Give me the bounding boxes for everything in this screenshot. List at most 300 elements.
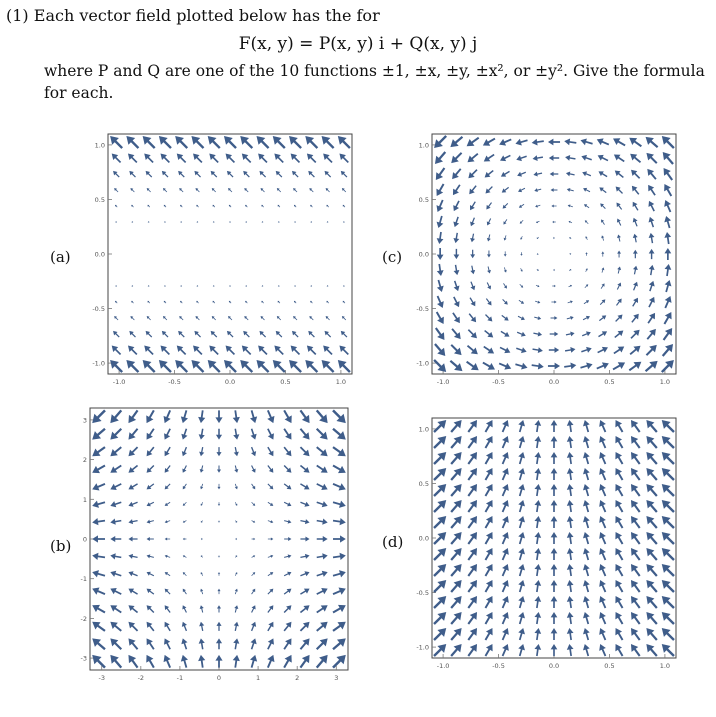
field-arrow [310,301,312,303]
field-arrow [663,328,672,341]
field-arrow [278,301,280,303]
field-arrow [193,154,202,164]
field-arrow [467,596,477,609]
field-arrow [229,301,231,303]
field-arrow [615,596,623,608]
field-arrow [183,572,187,576]
field-arrow [502,612,509,624]
field-arrow [291,154,300,164]
plot-frame [432,134,676,374]
field-arrow [518,516,525,528]
field-arrow [454,265,460,275]
field-arrow [467,564,477,577]
field-arrow [450,628,461,641]
y-tick-label: 1.0 [418,141,429,150]
field-arrow [534,500,541,512]
field-arrow [208,136,221,149]
field-arrow [583,596,590,608]
field-arrow [128,446,138,456]
field-arrow [450,484,461,497]
field-arrow [293,316,297,320]
field-arrow [147,572,155,577]
field-arrow [199,622,204,631]
field-arrow [649,233,655,243]
field-arrow [565,347,575,353]
field-arrow [182,622,187,631]
field-arrow [466,361,479,370]
field-arrow [259,331,266,338]
field-arrow [165,483,171,489]
field-arrow [218,556,220,558]
field-arrow [278,221,280,223]
field-arrow [450,500,461,513]
field-arrow [112,346,121,356]
field-arrow [485,644,493,656]
field-arrow [180,301,182,303]
field-arrow [613,138,626,146]
field-arrow [300,410,310,423]
field-arrow [180,205,182,207]
field-arrow [333,465,346,473]
field-arrow [92,655,106,669]
field-arrow [251,605,256,613]
field-arrow [112,154,121,164]
field-arrow [436,183,444,196]
field-arrow [583,316,590,320]
field-arrow [284,447,292,457]
field-arrow [569,253,571,255]
vector-field-plot-d [404,412,696,684]
field-arrow [599,612,606,624]
y-tick-label: 0.5 [418,195,429,204]
field-arrow [342,188,346,192]
field-arrow [325,171,332,178]
field-arrow [292,331,299,338]
field-arrow [164,638,171,649]
field-arrow [159,360,172,373]
field-arrow [343,285,345,287]
field-arrow [486,298,492,305]
field-arrow [147,537,154,541]
field-arrow [662,468,675,481]
field-arrow [300,519,309,524]
field-arrow [580,362,592,369]
field-arrow [499,363,511,370]
field-arrow [450,516,461,529]
field-arrow [216,638,222,649]
field-arrow [568,204,573,207]
field-arrow [631,644,641,657]
field-arrow [631,314,639,323]
field-arrow [283,410,291,423]
field-arrow [148,301,150,303]
field-arrow [235,484,238,490]
field-arrow [614,331,623,339]
field-arrow [552,285,555,287]
field-arrow [617,251,621,258]
field-arrow [128,483,138,489]
field-arrow [310,221,312,223]
field-arrow [148,205,150,207]
field-arrow [616,203,622,210]
field-arrow [662,564,675,577]
field-arrow [322,136,335,149]
field-arrow [631,580,641,593]
field-arrow [267,622,273,632]
field-arrow [616,187,623,194]
field-arrow [294,221,296,223]
field-arrow [333,501,346,508]
field-arrow [143,136,156,149]
field-arrow [467,516,477,529]
field-arrow [665,280,672,292]
field-arrow [128,410,138,423]
field-arrow [537,269,539,271]
field-arrow [434,343,445,356]
field-arrow [564,139,576,146]
field-arrow [664,168,673,181]
field-arrow [617,267,621,274]
field-arrow [284,465,292,473]
field-arrow [454,281,460,292]
field-arrow [300,502,309,507]
field-arrow [467,436,477,449]
field-arrow [147,622,155,632]
problem-intro [6,6,380,25]
field-arrow [343,221,345,223]
field-arrow [500,155,511,161]
field-arrow [165,465,171,473]
field-arrow [200,589,203,595]
field-arrow [583,532,590,544]
field-arrow [209,346,218,356]
x-tick-label: 0 [216,674,222,682]
field-arrow [437,248,444,260]
field-arrow [110,655,122,669]
field-arrow [165,447,171,457]
field-arrow [502,516,509,528]
field-arrow [519,284,523,288]
field-arrow [147,605,155,613]
field-arrow [551,532,558,544]
field-arrow [599,468,606,480]
field-arrow [452,168,461,179]
field-arrow [333,535,346,542]
field-arrow [664,248,671,260]
x-tick-label: 0.5 [280,378,291,386]
field-arrow [92,465,105,473]
field-arrow [518,548,525,560]
field-arrow [218,502,220,506]
field-arrow [551,436,558,448]
field-arrow [267,483,273,489]
field-arrow [317,553,328,559]
field-arrow [580,138,592,145]
field-arrow [551,301,556,304]
field-arrow [267,447,273,457]
field-arrow [599,500,606,512]
field-arrow [110,588,121,595]
field-arrow [178,171,185,178]
y-tick-label: 2 [82,456,87,465]
field-arrow [179,316,183,320]
field-arrow [110,360,123,373]
field-arrow [244,188,248,192]
field-arrow [485,186,492,193]
field-arrow [92,483,105,490]
field-arrow [664,312,672,325]
field-arrow [316,571,327,577]
y-tick-label: -1.0 [416,359,429,368]
field-arrow [128,428,138,440]
field-arrow [485,452,493,464]
part-label-c: (c) [382,248,403,266]
field-arrow [110,519,121,525]
field-arrow [585,252,587,255]
field-arrow [502,468,509,480]
field-arrow [244,316,248,320]
field-arrow [268,502,274,506]
y-tick-label: -0.5 [416,589,429,598]
field-arrow [179,188,183,192]
field-arrow [333,588,346,595]
field-arrow [630,330,639,339]
field-arrow [199,447,204,456]
field-arrow [583,420,590,432]
field-arrow [451,344,462,355]
field-arrow [532,139,544,146]
field-arrow [243,171,250,178]
field-arrow [113,331,120,338]
field-arrow [615,171,624,179]
field-arrow [333,553,346,560]
field-arrow [217,484,220,489]
field-arrow [597,138,609,145]
field-arrow [551,452,558,464]
field-arrow [501,331,510,337]
field-arrow [470,234,475,243]
field-arrow [199,429,205,440]
field-arrow [177,154,187,164]
field-arrow [664,296,671,308]
field-arrow [435,327,444,340]
field-arrow [197,285,199,287]
field-arrow [217,465,221,472]
part-label-a: (a) [50,248,71,266]
field-arrow [646,468,657,481]
field-arrow [110,410,122,424]
field-arrow [599,628,606,640]
field-arrow [599,596,606,608]
field-arrow [213,205,215,207]
field-arrow [567,316,574,320]
field-arrow [213,285,215,287]
field-arrow [433,452,446,465]
field-arrow [662,548,675,561]
field-arrow [183,538,187,540]
y-tick-label: -1 [80,575,87,584]
field-arrow [567,516,574,528]
field-arrow [284,537,291,541]
y-tick-label: 0.0 [94,250,105,259]
field-arrow [469,185,477,194]
field-arrow [649,281,655,292]
field-arrow [308,331,315,338]
field-arrow [502,436,509,448]
field-arrow [662,344,673,357]
field-arrow [569,221,573,223]
field-arrow [212,316,216,320]
field-arrow [128,638,138,650]
field-arrow [146,171,153,178]
field-arrow [518,564,525,576]
field-arrow [284,502,292,507]
field-arrow [519,204,524,208]
field-arrow [662,500,675,513]
field-arrow [201,538,203,540]
field-arrow [250,655,257,668]
field-arrow [615,468,623,480]
field-arrow [484,154,495,162]
field-arrow [567,612,574,624]
field-arrow [267,465,273,473]
field-arrow [599,452,606,464]
field-arrow [284,622,292,632]
field-arrow [450,136,463,147]
field-arrow [582,331,591,336]
field-arrow [646,420,657,433]
field-arrow [234,447,239,456]
field-arrow [316,428,328,440]
field-arrow [252,538,256,540]
field-arrow [182,447,187,456]
field-arrow [165,605,171,613]
field-arrow [211,331,218,338]
field-arrow [470,217,475,226]
field-arrow [662,532,675,545]
field-arrow [617,219,621,226]
field-arrow [631,532,641,545]
field-arrow [568,300,573,303]
field-arrow [198,655,205,668]
field-arrow [453,200,459,211]
field-arrow [503,203,509,209]
field-arrow [585,284,589,288]
field-arrow [267,589,273,595]
field-arrow [549,347,559,353]
field-arrow [601,251,604,256]
field-arrow [664,232,671,244]
field-arrow [338,136,351,149]
field-arrow [617,235,621,242]
x-tick-label: -2 [137,674,145,682]
field-arrow [485,314,492,321]
field-arrow [485,564,493,576]
field-arrow [613,362,626,370]
field-arrow [532,347,542,353]
field-arrow [450,580,461,593]
field-arrow [518,452,525,464]
field-arrow [300,622,310,632]
field-arrow [631,420,641,433]
field-arrow [110,536,121,542]
y-tick-label: -1.0 [92,359,105,368]
field-arrow [601,219,605,224]
y-tick-label: -0.5 [416,305,429,314]
field-arrow [147,638,155,649]
field-arrow [228,316,232,320]
field-arrow [338,360,351,373]
field-arrow [128,346,137,356]
field-arrow [332,622,345,632]
field-arrow [646,564,657,577]
x-tick-label: -1.0 [436,378,450,386]
field-arrow [126,136,139,149]
field-arrow [92,622,105,632]
field-arrow [110,553,121,559]
field-arrow [450,532,461,545]
field-arrow [294,285,296,287]
field-arrow [110,501,121,507]
field-arrow [646,436,657,449]
field-arrow [632,186,640,195]
field-arrow [646,628,657,641]
field-arrow [261,316,265,320]
field-arrow [453,233,459,243]
field-arrow [483,138,496,146]
field-arrow [300,465,310,473]
field-arrow [567,644,574,656]
field-arrow [499,139,511,146]
field-arrow [433,580,446,593]
y-tick-label: 0 [82,535,87,544]
field-arrow [451,328,460,339]
field-arrow [646,500,657,513]
field-arrow [551,644,558,656]
field-arrow [485,500,493,512]
field-arrow [310,285,312,287]
field-arrow [485,420,493,432]
field-arrow [129,331,136,338]
problem-number: (1) [6,6,29,25]
field-arrow [316,622,328,632]
field-arrow [536,221,540,223]
field-arrow [601,235,604,240]
field-arrow [467,345,478,354]
field-arrow [633,234,638,243]
field-arrow [502,484,509,496]
field-arrow [615,628,623,640]
field-arrow [551,468,558,480]
field-arrow [115,221,117,223]
field-arrow [585,268,587,272]
field-arrow [165,520,171,523]
field-arrow [332,638,346,650]
field-arrow [128,571,137,576]
field-arrow [316,655,328,669]
field-arrow [193,346,202,356]
field-arrow [597,347,608,353]
field-arrow [534,532,541,544]
field-arrow [284,589,292,595]
field-arrow [343,301,345,303]
field-arrow [630,346,641,355]
field-arrow [534,628,541,640]
field-arrow [567,596,574,608]
field-arrow [535,301,540,304]
field-arrow [339,154,348,164]
field-arrow [267,410,274,423]
